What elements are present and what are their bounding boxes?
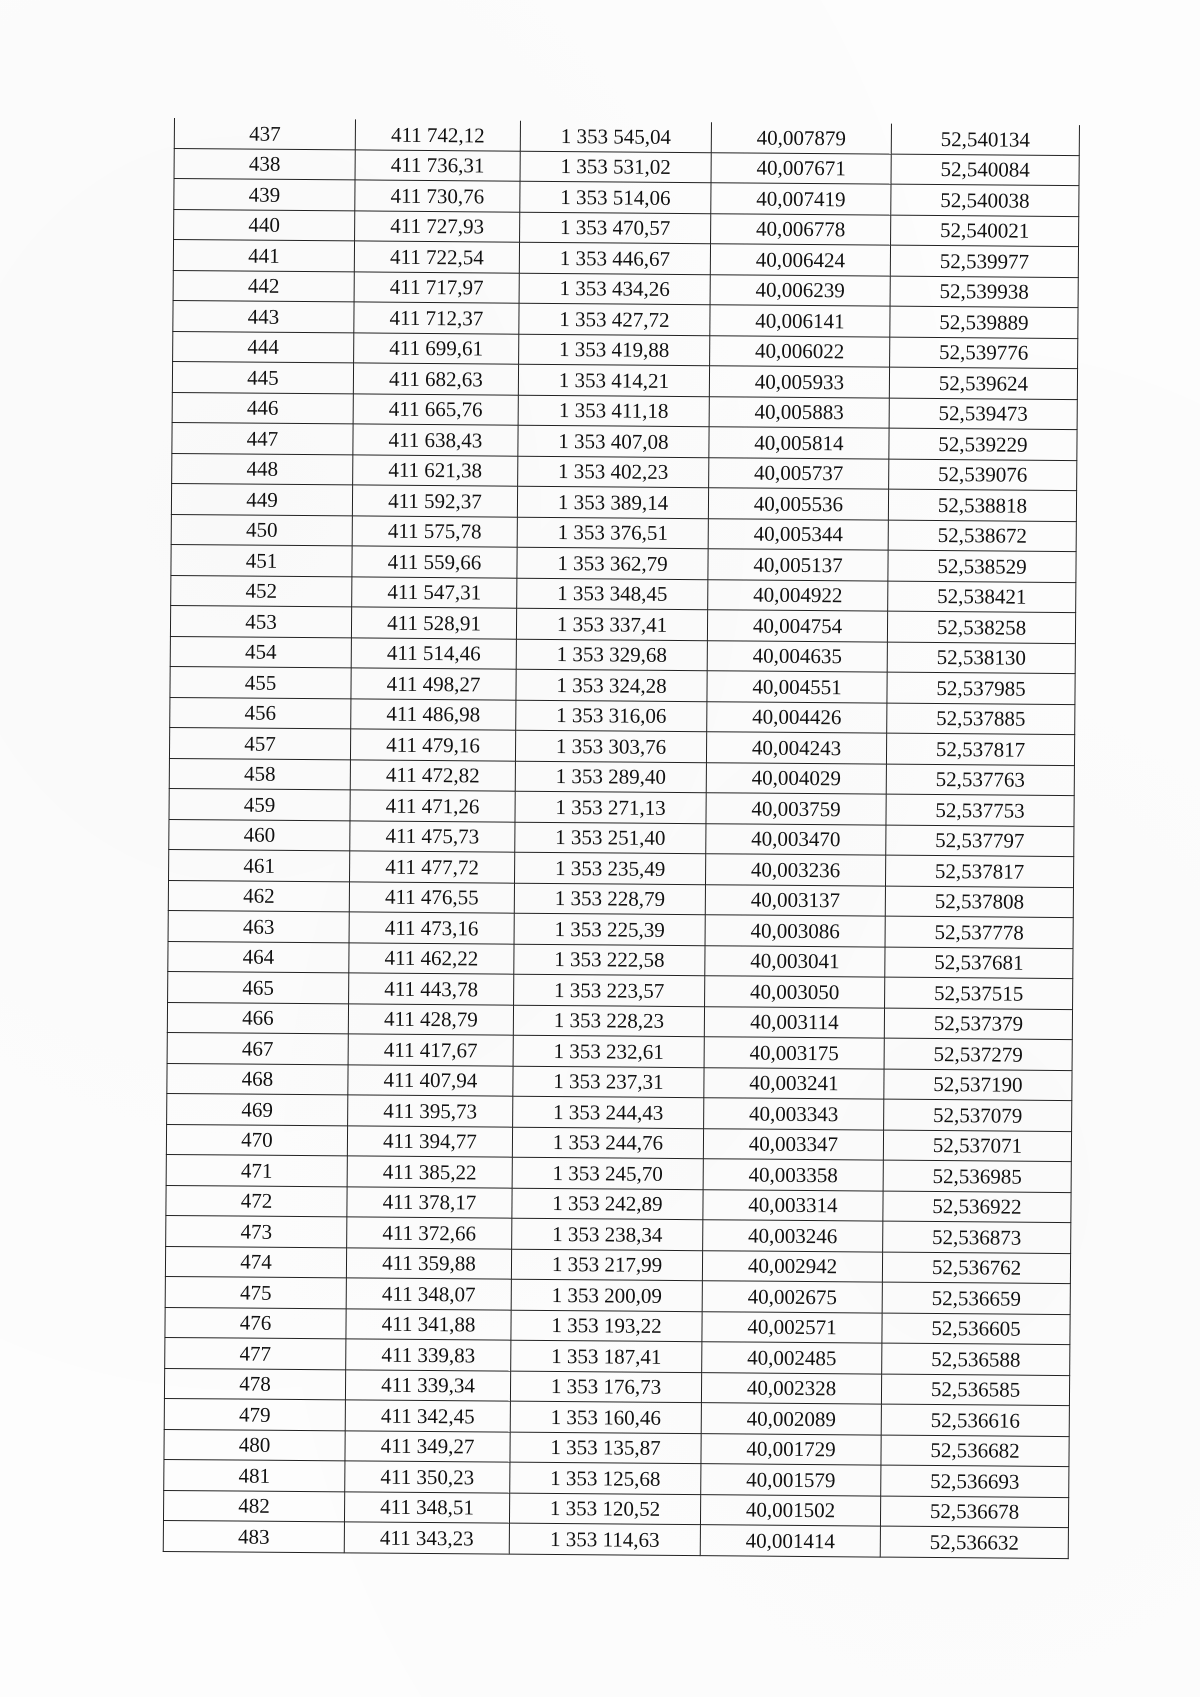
longitude-cell: 52,537778 — [885, 916, 1073, 948]
x-coordinate-cell: 411 475,73 — [350, 820, 515, 852]
point-number-cell: 455 — [170, 666, 351, 698]
y-coordinate-cell: 1 353 237,31 — [513, 1066, 704, 1098]
y-coordinate-cell: 1 353 470,57 — [520, 212, 711, 244]
x-coordinate-cell: 411 717,97 — [354, 271, 519, 303]
x-coordinate-cell: 411 682,63 — [353, 363, 518, 395]
latitude-cell: 40,003343 — [704, 1098, 884, 1130]
point-number-cell: 476 — [165, 1307, 346, 1339]
point-number-cell: 445 — [172, 361, 353, 393]
y-coordinate-cell: 1 353 514,06 — [520, 181, 711, 213]
latitude-cell: 40,003358 — [703, 1159, 883, 1191]
y-coordinate-cell: 1 353 223,57 — [514, 974, 705, 1006]
y-coordinate-cell: 1 353 419,88 — [519, 334, 710, 366]
y-coordinate-cell: 1 353 402,23 — [518, 456, 709, 488]
point-number-cell: 450 — [171, 514, 352, 546]
x-coordinate-cell: 411 592,37 — [352, 485, 517, 517]
y-coordinate-cell: 1 353 225,39 — [514, 913, 705, 945]
longitude-cell: 52,537515 — [885, 977, 1073, 1009]
x-coordinate-cell: 411 498,27 — [351, 668, 516, 700]
x-coordinate-cell: 411 378,17 — [347, 1186, 512, 1218]
point-number-cell: 477 — [165, 1337, 346, 1369]
coordinates-table-body — [163, 118, 1079, 1558]
y-coordinate-cell: 1 353 427,72 — [519, 303, 710, 335]
x-coordinate-cell: 411 428,79 — [348, 1003, 513, 1035]
longitude-cell: 52,536616 — [881, 1404, 1069, 1436]
point-number-cell: 475 — [165, 1276, 346, 1308]
longitude-cell: 52,538529 — [888, 550, 1076, 582]
x-coordinate-cell: 411 722,54 — [354, 241, 519, 273]
coordinates-table-wrapper — [163, 118, 1079, 1559]
y-coordinate-cell: 1 353 232,61 — [513, 1035, 704, 1067]
y-coordinate-cell: 1 353 446,67 — [519, 242, 710, 274]
point-number-cell: 479 — [164, 1398, 345, 1430]
x-coordinate-cell: 411 348,07 — [346, 1278, 511, 1310]
y-coordinate-cell: 1 353 389,14 — [517, 486, 708, 518]
y-coordinate-cell: 1 353 329,68 — [516, 639, 707, 671]
longitude-cell: 52,539229 — [889, 428, 1077, 460]
y-coordinate-cell: 1 353 135,87 — [510, 1432, 701, 1464]
point-number-cell: 467 — [167, 1032, 348, 1064]
x-coordinate-cell: 411 359,88 — [346, 1247, 511, 1279]
latitude-cell: 40,003041 — [705, 945, 885, 977]
y-coordinate-cell: 1 353 242,89 — [512, 1188, 703, 1220]
latitude-cell: 40,003246 — [703, 1220, 883, 1252]
x-coordinate-cell: 411 343,23 — [344, 1522, 509, 1554]
x-coordinate-cell: 411 699,61 — [354, 332, 519, 364]
x-coordinate-cell: 411 528,91 — [351, 607, 516, 639]
point-number-cell: 457 — [169, 727, 350, 759]
y-coordinate-cell: 1 353 235,49 — [515, 852, 706, 884]
x-coordinate-cell: 411 575,78 — [352, 515, 517, 547]
latitude-cell: 40,003347 — [703, 1128, 883, 1160]
point-number-cell: 448 — [172, 453, 353, 485]
x-coordinate-cell: 411 395,73 — [348, 1095, 513, 1127]
longitude-cell: 52,536588 — [882, 1343, 1070, 1375]
x-coordinate-cell: 411 341,88 — [346, 1308, 511, 1340]
point-number-cell: 451 — [171, 544, 352, 576]
point-number-cell: 444 — [173, 331, 354, 363]
point-number-cell: 468 — [167, 1063, 348, 1095]
longitude-cell: 52,538818 — [888, 489, 1076, 521]
x-coordinate-cell: 411 477,72 — [350, 851, 515, 883]
latitude-cell: 40,004029 — [706, 762, 886, 794]
point-number-cell: 464 — [168, 941, 349, 973]
x-coordinate-cell: 411 559,66 — [352, 546, 517, 578]
x-coordinate-cell: 411 473,16 — [349, 912, 514, 944]
longitude-cell: 52,538258 — [887, 611, 1075, 643]
x-coordinate-cell: 411 385,22 — [347, 1156, 512, 1188]
latitude-cell: 40,006022 — [710, 335, 890, 367]
longitude-cell: 52,536659 — [882, 1282, 1070, 1314]
coordinates-table — [163, 118, 1080, 1559]
x-coordinate-cell: 411 472,82 — [350, 759, 515, 791]
point-number-cell: 454 — [170, 636, 351, 668]
y-coordinate-cell: 1 353 114,63 — [509, 1523, 700, 1555]
point-number-cell: 463 — [168, 910, 349, 942]
latitude-cell: 40,004426 — [707, 701, 887, 733]
latitude-cell: 40,003759 — [706, 793, 886, 825]
y-coordinate-cell: 1 353 362,79 — [517, 547, 708, 579]
table-row — [163, 1520, 1068, 1558]
x-coordinate-cell: 411 417,67 — [348, 1034, 513, 1066]
longitude-cell: 52,536632 — [880, 1526, 1068, 1558]
y-coordinate-cell: 1 353 414,21 — [518, 364, 709, 396]
longitude-cell: 52,538130 — [887, 642, 1075, 674]
latitude-cell: 40,004754 — [707, 610, 887, 642]
y-coordinate-cell: 1 353 289,40 — [515, 761, 706, 793]
latitude-cell: 40,003470 — [706, 823, 886, 855]
longitude-cell: 52,537190 — [884, 1069, 1072, 1101]
y-coordinate-cell: 1 353 245,70 — [512, 1157, 703, 1189]
longitude-cell: 52,539776 — [890, 337, 1078, 369]
point-number-cell: 438 — [174, 148, 355, 180]
y-coordinate-cell: 1 353 244,76 — [512, 1127, 703, 1159]
point-number-cell: 469 — [167, 1093, 348, 1125]
latitude-cell: 40,003050 — [705, 976, 885, 1008]
longitude-cell: 52,536678 — [880, 1496, 1068, 1528]
point-number-cell: 470 — [166, 1124, 347, 1156]
y-coordinate-cell: 1 353 193,22 — [511, 1310, 702, 1342]
longitude-cell: 52,538421 — [888, 581, 1076, 613]
point-number-cell: 465 — [168, 971, 349, 1003]
x-coordinate-cell: 411 547,31 — [352, 576, 517, 608]
longitude-cell: 52,537279 — [884, 1038, 1072, 1070]
latitude-cell: 40,003114 — [704, 1006, 884, 1038]
latitude-cell: 40,002089 — [701, 1403, 881, 1435]
x-coordinate-cell: 411 638,43 — [353, 424, 518, 456]
point-number-cell: 446 — [172, 392, 353, 424]
point-number-cell: 441 — [173, 240, 354, 272]
latitude-cell: 40,004243 — [706, 732, 886, 764]
x-coordinate-cell: 411 443,78 — [349, 973, 514, 1005]
y-coordinate-cell: 1 353 303,76 — [515, 730, 706, 762]
point-number-cell: 440 — [174, 209, 355, 241]
x-coordinate-cell: 411 348,51 — [344, 1491, 509, 1523]
y-coordinate-cell: 1 353 238,34 — [512, 1218, 703, 1250]
x-coordinate-cell: 411 462,22 — [349, 942, 514, 974]
y-coordinate-cell: 1 353 120,52 — [509, 1493, 700, 1525]
longitude-cell: 52,537681 — [885, 947, 1073, 979]
x-coordinate-cell: 411 350,23 — [345, 1461, 510, 1493]
longitude-cell: 52,537808 — [885, 886, 1073, 918]
x-coordinate-cell: 411 471,26 — [350, 790, 515, 822]
longitude-cell: 52,536922 — [883, 1191, 1071, 1223]
y-coordinate-cell: 1 353 337,41 — [516, 608, 707, 640]
longitude-cell: 52,536693 — [881, 1465, 1069, 1497]
y-coordinate-cell: 1 353 176,73 — [510, 1371, 701, 1403]
longitude-cell: 52,537885 — [887, 703, 1075, 735]
longitude-cell: 52,536585 — [881, 1374, 1069, 1406]
longitude-cell: 52,540038 — [891, 184, 1079, 216]
longitude-cell: 52,537817 — [885, 855, 1073, 887]
longitude-cell: 52,536682 — [881, 1435, 1069, 1467]
longitude-cell: 52,540084 — [891, 154, 1079, 186]
point-number-cell: 483 — [163, 1520, 344, 1552]
latitude-cell: 40,004922 — [708, 579, 888, 611]
longitude-cell: 52,539977 — [890, 245, 1078, 277]
longitude-cell: 52,537817 — [886, 733, 1074, 765]
latitude-cell: 40,005137 — [708, 549, 888, 581]
longitude-cell: 52,537071 — [883, 1130, 1071, 1162]
x-coordinate-cell: 411 730,76 — [355, 180, 520, 212]
y-coordinate-cell: 1 353 251,40 — [515, 822, 706, 854]
latitude-cell: 40,003236 — [705, 854, 885, 886]
y-coordinate-cell: 1 353 348,45 — [517, 578, 708, 610]
latitude-cell: 40,003241 — [704, 1067, 884, 1099]
longitude-cell: 52,540134 — [891, 124, 1079, 155]
longitude-cell: 52,538672 — [888, 520, 1076, 552]
point-number-cell: 443 — [173, 300, 354, 332]
latitude-cell: 40,007671 — [711, 152, 891, 184]
x-coordinate-cell: 411 514,46 — [351, 637, 516, 669]
point-number-cell: 453 — [170, 605, 351, 637]
y-coordinate-cell: 1 353 434,26 — [519, 273, 710, 305]
y-coordinate-cell: 1 353 411,18 — [518, 395, 709, 427]
longitude-cell: 52,536985 — [883, 1160, 1071, 1192]
y-coordinate-cell: 1 353 228,23 — [513, 1005, 704, 1037]
latitude-cell: 40,002675 — [702, 1281, 882, 1313]
x-coordinate-cell: 411 394,77 — [347, 1125, 512, 1157]
x-coordinate-cell: 411 621,38 — [353, 454, 518, 486]
point-number-cell: 472 — [166, 1185, 347, 1217]
latitude-cell: 40,002942 — [702, 1250, 882, 1282]
latitude-cell: 40,001502 — [700, 1494, 880, 1526]
longitude-cell: 52,537079 — [884, 1099, 1072, 1131]
longitude-cell: 52,537379 — [884, 1008, 1072, 1040]
longitude-cell: 52,537753 — [886, 794, 1074, 826]
point-number-cell: 461 — [169, 849, 350, 881]
y-coordinate-cell: 1 353 316,06 — [516, 700, 707, 732]
y-coordinate-cell: 1 353 125,68 — [510, 1462, 701, 1494]
y-coordinate-cell: 1 353 407,08 — [518, 425, 709, 457]
latitude-cell: 40,007419 — [711, 183, 891, 215]
point-number-cell: 462 — [168, 880, 349, 912]
point-number-cell: 460 — [169, 819, 350, 851]
latitude-cell: 40,005883 — [709, 396, 889, 428]
longitude-cell: 52,539076 — [889, 459, 1077, 491]
latitude-cell: 40,005344 — [708, 518, 888, 550]
latitude-cell: 40,003086 — [705, 915, 885, 947]
point-number-cell: 449 — [171, 483, 352, 515]
point-number-cell: 481 — [164, 1459, 345, 1491]
latitude-cell: 40,007879 — [711, 122, 891, 153]
latitude-cell: 40,002485 — [702, 1342, 882, 1374]
latitude-cell: 40,006424 — [710, 244, 890, 276]
x-coordinate-cell: 411 736,31 — [355, 149, 520, 181]
x-coordinate-cell: 411 339,34 — [345, 1369, 510, 1401]
x-coordinate-cell: 411 712,37 — [354, 302, 519, 334]
x-coordinate-cell: 411 372,66 — [347, 1217, 512, 1249]
longitude-cell: 52,537797 — [886, 825, 1074, 857]
longitude-cell: 52,539473 — [889, 398, 1077, 430]
point-number-cell: 459 — [169, 788, 350, 820]
latitude-cell: 40,006141 — [710, 305, 890, 337]
latitude-cell: 40,002571 — [702, 1311, 882, 1343]
y-coordinate-cell: 1 353 376,51 — [517, 517, 708, 549]
y-coordinate-cell: 1 353 160,46 — [510, 1401, 701, 1433]
x-coordinate-cell: 411 486,98 — [351, 698, 516, 730]
x-coordinate-cell: 411 742,12 — [355, 119, 520, 150]
point-number-cell: 480 — [164, 1429, 345, 1461]
x-coordinate-cell: 411 727,93 — [355, 210, 520, 242]
point-number-cell: 471 — [166, 1154, 347, 1186]
latitude-cell: 40,006239 — [710, 274, 890, 306]
latitude-cell: 40,001579 — [701, 1464, 881, 1496]
x-coordinate-cell: 411 665,76 — [353, 393, 518, 425]
point-number-cell: 452 — [171, 575, 352, 607]
latitude-cell: 40,005814 — [709, 427, 889, 459]
latitude-cell: 40,004551 — [707, 671, 887, 703]
longitude-cell: 52,539938 — [890, 276, 1078, 308]
latitude-cell: 40,004635 — [707, 640, 887, 672]
longitude-cell: 52,536873 — [883, 1221, 1071, 1253]
point-number-cell: 456 — [170, 697, 351, 729]
x-coordinate-cell: 411 342,45 — [345, 1400, 510, 1432]
latitude-cell: 40,005933 — [709, 366, 889, 398]
point-number-cell: 437 — [174, 118, 355, 149]
y-coordinate-cell: 1 353 545,04 — [520, 121, 711, 152]
y-coordinate-cell: 1 353 217,99 — [511, 1249, 702, 1281]
latitude-cell: 40,006778 — [711, 213, 891, 245]
latitude-cell: 40,001414 — [700, 1525, 880, 1557]
x-coordinate-cell: 411 339,83 — [346, 1339, 511, 1371]
y-coordinate-cell: 1 353 200,09 — [511, 1279, 702, 1311]
latitude-cell: 40,003314 — [703, 1189, 883, 1221]
y-coordinate-cell: 1 353 187,41 — [511, 1340, 702, 1372]
point-number-cell: 439 — [174, 179, 355, 211]
latitude-cell: 40,003137 — [705, 884, 885, 916]
x-coordinate-cell: 411 349,27 — [345, 1430, 510, 1462]
longitude-cell: 52,540021 — [891, 215, 1079, 247]
point-number-cell: 474 — [165, 1246, 346, 1278]
point-number-cell: 442 — [173, 270, 354, 302]
latitude-cell: 40,002328 — [701, 1372, 881, 1404]
point-number-cell: 458 — [169, 758, 350, 790]
x-coordinate-cell: 411 476,55 — [349, 881, 514, 913]
longitude-cell: 52,539889 — [890, 306, 1078, 338]
latitude-cell: 40,005737 — [709, 457, 889, 489]
y-coordinate-cell: 1 353 531,02 — [520, 151, 711, 183]
latitude-cell: 40,003175 — [704, 1037, 884, 1069]
x-coordinate-cell: 411 407,94 — [348, 1064, 513, 1096]
latitude-cell: 40,001729 — [701, 1433, 881, 1465]
y-coordinate-cell: 1 353 244,43 — [513, 1096, 704, 1128]
y-coordinate-cell: 1 353 228,79 — [514, 883, 705, 915]
longitude-cell: 52,537985 — [887, 672, 1075, 704]
latitude-cell: 40,005536 — [708, 488, 888, 520]
point-number-cell: 482 — [163, 1490, 344, 1522]
y-coordinate-cell: 1 353 324,28 — [516, 669, 707, 701]
y-coordinate-cell: 1 353 271,13 — [515, 791, 706, 823]
x-coordinate-cell: 411 479,16 — [350, 729, 515, 761]
point-number-cell: 478 — [164, 1368, 345, 1400]
longitude-cell: 52,539624 — [889, 367, 1077, 399]
longitude-cell: 52,536605 — [882, 1313, 1070, 1345]
point-number-cell: 447 — [172, 422, 353, 454]
point-number-cell: 466 — [167, 1002, 348, 1034]
longitude-cell: 52,537763 — [886, 764, 1074, 796]
point-number-cell: 473 — [166, 1215, 347, 1247]
longitude-cell: 52,536762 — [882, 1252, 1070, 1284]
y-coordinate-cell: 1 353 222,58 — [514, 944, 705, 976]
